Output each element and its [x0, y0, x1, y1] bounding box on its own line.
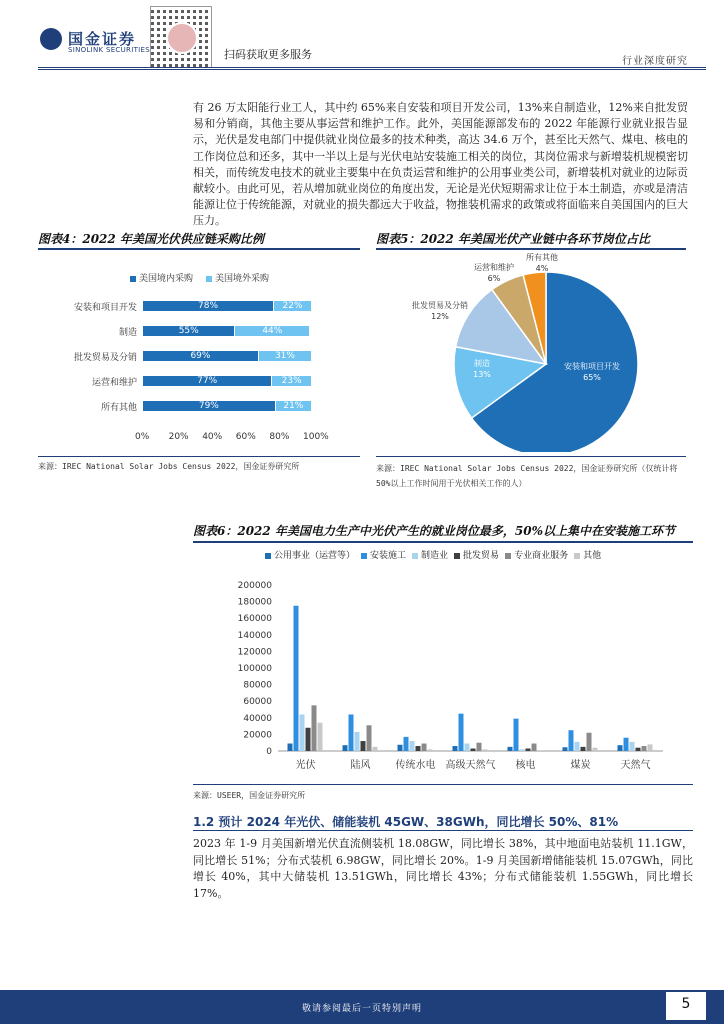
- fig6-bar: [300, 714, 305, 751]
- fig6-category-label: 陆风: [350, 760, 371, 771]
- fig5-slice-value: 12%: [431, 312, 449, 321]
- logo-name-en: SINOLINK SECURITIES: [68, 46, 150, 54]
- fig4-category-label: 安装和项目开发: [73, 303, 137, 313]
- fig6-source: 来源：USEER，国金证券研究所: [193, 791, 306, 800]
- fig4-bar-domestic: 78%: [143, 301, 273, 311]
- footer-disclaimer[interactable]: 敬请参阅最后一页特别声明: [301, 1004, 422, 1014]
- fig5-title: 图表5：2022 年美国光伏产业链中各环节岗位占比: [376, 232, 650, 246]
- fig6-bar: [563, 747, 568, 751]
- fig4-title: 图表4：2022 年美国光伏供应链采购比例: [38, 232, 264, 246]
- fig4-category-label: 所有其他: [100, 403, 137, 413]
- section-heading-rule: [193, 830, 693, 831]
- fig4-title-rule: [38, 248, 360, 250]
- fig6-bar: [349, 714, 354, 751]
- fig6-category-label: 传统水电: [395, 760, 436, 771]
- fig4-bar-domestic: 55%: [143, 326, 234, 336]
- fig6-bar: [318, 723, 323, 751]
- fig6-bar: [428, 749, 433, 751]
- fig6-bar: [294, 606, 299, 751]
- fig5-title-rule: [376, 248, 686, 250]
- fig6-y-tick: 60000: [243, 697, 272, 708]
- fig5-slice-value: 13%: [473, 370, 491, 379]
- fig4-bar-foreign: 44%: [235, 326, 309, 336]
- legend-swatch: [574, 553, 580, 559]
- fig6-category-label: 煤炭: [570, 760, 591, 771]
- fig6-legend-item: [361, 551, 406, 561]
- fig6-legend-item: [265, 551, 355, 561]
- fig4-bar-domestic: 69%: [143, 351, 258, 361]
- fig4-legend-foreign: [206, 271, 269, 284]
- legend-label: 专业商业服务: [514, 551, 569, 561]
- fig5-slice-value: 6%: [487, 274, 501, 283]
- fig6-bar: [630, 742, 635, 751]
- fig5-source-rule: [376, 456, 686, 457]
- fig6-bar: [532, 744, 537, 751]
- fig4-bar-foreign: 23%: [272, 376, 311, 386]
- fig6-bar: [624, 738, 629, 751]
- fig6-bar: [520, 749, 525, 751]
- fig6-bar: [538, 750, 543, 751]
- fig5-slice-name: 安装和项目开发: [564, 362, 620, 371]
- fig4-category-label: 制造: [118, 328, 137, 338]
- fig6-bar: [471, 749, 476, 751]
- fig4-x-tick: 0%: [135, 432, 150, 442]
- report-type: 行业深度研究: [622, 56, 688, 67]
- fig6-bar: [618, 745, 623, 751]
- fig5-slice-value: 4%: [535, 264, 549, 273]
- fig6-legend-item: [574, 551, 601, 561]
- fig4-bar-domestic: 77%: [143, 376, 271, 386]
- fig6-bar: [288, 744, 293, 751]
- page-number: 5: [681, 996, 691, 1012]
- fig6-bar: [459, 714, 464, 751]
- fig6-bar: [636, 748, 641, 751]
- fig6-y-tick: 180000: [237, 597, 272, 608]
- fig6-y-tick: 0: [266, 747, 272, 757]
- fig4-bar-foreign: 22%: [274, 301, 311, 311]
- fig6-bar: [373, 747, 378, 751]
- fig6-bar: [581, 747, 586, 751]
- fig6-bar: [404, 737, 409, 751]
- header-divider: [38, 67, 706, 68]
- fig4-source: 来源：IREC National Solar Jobs Census 2022，国金证券研究所: [38, 462, 300, 471]
- legend-swatch: [454, 553, 460, 559]
- fig6-category-label: 天然气: [620, 760, 651, 771]
- legend-label: 制造业: [421, 551, 449, 561]
- fig6-bar: [508, 747, 513, 751]
- fig6-bar: [526, 749, 531, 751]
- fig4-x-tick: 80%: [269, 432, 290, 442]
- fig4-bar-foreign: 31%: [259, 351, 311, 361]
- fig4-x-tick: 20%: [168, 432, 189, 442]
- fig6-bar: [514, 719, 519, 751]
- logo-icon: [40, 28, 62, 50]
- fig5-slice-name: 所有其他: [526, 253, 558, 262]
- fig6-y-tick: 100000: [237, 664, 272, 674]
- fig6-y-tick: 140000: [237, 630, 272, 641]
- fig4-bar-domestic: 79%: [143, 401, 275, 411]
- fig5-chart: [376, 252, 686, 452]
- legend-swatch: [265, 553, 271, 559]
- fig6-title: 图表6：2022 年美国电力生产中光伏产生的就业岗位最多，50%以上集中在安装施工环节: [193, 524, 676, 538]
- fig6-y-tick: 120000: [237, 647, 272, 658]
- fig6-bar: [569, 730, 574, 751]
- fig5-slice-name: 制造: [474, 359, 490, 368]
- fig4-x-tick: 60%: [235, 432, 256, 442]
- legend-label: 公用事业（运营等）: [274, 551, 356, 561]
- fig4-category-label: 运营和维护: [91, 378, 137, 388]
- fig6-bar: [410, 741, 415, 751]
- fig6-category-label: 高级天然气: [445, 760, 496, 771]
- fig4-x-tick: 100%: [303, 432, 329, 442]
- fig6-y-tick: 200000: [237, 581, 272, 591]
- legend-label: 其他: [583, 551, 602, 561]
- fig5-slice-value: 65%: [583, 373, 601, 382]
- legend-label: 安装施工: [370, 551, 407, 561]
- fig6-legend-item: [412, 551, 448, 561]
- legend-label: 批发贸易: [463, 551, 500, 561]
- fig4-x-tick: 40%: [202, 432, 223, 442]
- qr-caption: 扫码获取更多服务: [224, 48, 312, 61]
- fig5-slice-name: 批发贸易及分销: [412, 301, 468, 310]
- legend-swatch: [206, 276, 212, 282]
- fig6-bar: [306, 728, 311, 751]
- fig6-title-rule: [193, 541, 693, 543]
- fig4-bar-foreign: 21%: [276, 401, 311, 411]
- legend-label: 美国境外采购: [215, 274, 270, 284]
- legend-label: 美国境内采购: [139, 274, 194, 284]
- fig6-bar: [361, 741, 366, 751]
- fig6-bar: [367, 725, 372, 751]
- qr-center-logo: [166, 22, 198, 54]
- fig6-category-label: 光伏: [295, 760, 316, 771]
- fig6-category-label: 核电: [515, 760, 536, 771]
- fig5-slice-name: 运营和维护: [474, 263, 514, 272]
- legend-swatch: [412, 553, 418, 559]
- fig6-y-tick: 40000: [243, 713, 272, 724]
- fig6-bar: [453, 746, 458, 751]
- fig6-y-tick: 80000: [243, 680, 272, 691]
- fig4-source-rule: [38, 456, 360, 457]
- section-paragraph: 2023 年 1-9 月美国新增光伏直流侧装机 18.08GW，同比增长 38%，其中地面电站装机 11.1GW，同比增长 51%；分布式装机 6.98GW，同比增长 20%。1-9 月美国新增储能装机 15.07GWh，同比增长 40%，其中大储装机 13.51GWh，同比增长 43%；分布式储能装机 1.55GWh，同比增长 17%。: [193, 837, 693, 900]
- header-divider-2: [38, 69, 706, 70]
- fig6-bar: [483, 749, 488, 751]
- fig6-bar: [398, 745, 403, 751]
- fig6-bar: [343, 745, 348, 751]
- fig6-bar: [587, 733, 592, 751]
- legend-swatch: [361, 553, 367, 559]
- fig4-chart: [38, 255, 360, 450]
- logo-name-cn: 国金证券: [68, 30, 137, 48]
- fig6-bar: [593, 748, 598, 751]
- fig6-source-rule: [193, 784, 693, 785]
- fig6-bar: [477, 743, 482, 751]
- fig6-legend: [265, 548, 695, 561]
- fig6-y-tick: 20000: [243, 730, 272, 741]
- legend-swatch: [505, 553, 511, 559]
- fig6-bar: [312, 705, 317, 751]
- fig6-bar: [642, 746, 647, 751]
- fig6-bar: [648, 744, 653, 751]
- fig6-bar: [355, 732, 360, 751]
- fig4-category-label: 批发贸易及分销: [73, 353, 137, 363]
- fig6-chart: [193, 565, 693, 780]
- fig6-bar: [416, 746, 421, 751]
- fig6-legend-item: [505, 551, 568, 561]
- fig6-bar: [465, 744, 470, 751]
- fig5-source: 来源：IREC National Solar Jobs Census 2022，国金证券研究所（仅统计将 50%以上工作时间用于光伏相关工作的人）: [376, 464, 678, 488]
- fig6-bar: [422, 744, 427, 751]
- fig4-legend-domestic: [130, 271, 193, 284]
- legend-swatch: [130, 276, 136, 282]
- fig6-bar: [575, 742, 580, 751]
- fig6-legend-item: [454, 551, 499, 561]
- section-heading: 1.2 预计 2024 年光伏、储能装机 45GW、38GWh，同比增长 50%、81%: [193, 815, 619, 829]
- intro-paragraph: 有 26 万太阳能行业工人，其中约 65%来自安装和项目开发公司，13%来自制造业，12%来自批发贸易和分销商，其他主要从事运营和维护工作。此外，美国能源部发布的 2022 年能源行业就业报告显示，光伏是发电部门中提供就业岗位最多的技术种类，高达 34.6 万个，甚至比天然气、煤电、核电的工作岗位总和还多，其中一半以上是与光伏电站安装施工相关的岗位，其岗位需求与新增装机规模密切相关，而传统发电技术的就业主要集中在负责运营和维护的公用事业类公司，新增装机对就业的边际贡献较小。由此可见，若从增加就业岗位的角度出发，无论是光伏短期需求让位于本土制造，亦或是清洁能源让位于传统能源，对就业的损失都远大于收益，物推装机需求的政策或将面临来自美国国内的巨大压力。: [193, 101, 688, 228]
- fig6-y-tick: 160000: [237, 614, 272, 625]
